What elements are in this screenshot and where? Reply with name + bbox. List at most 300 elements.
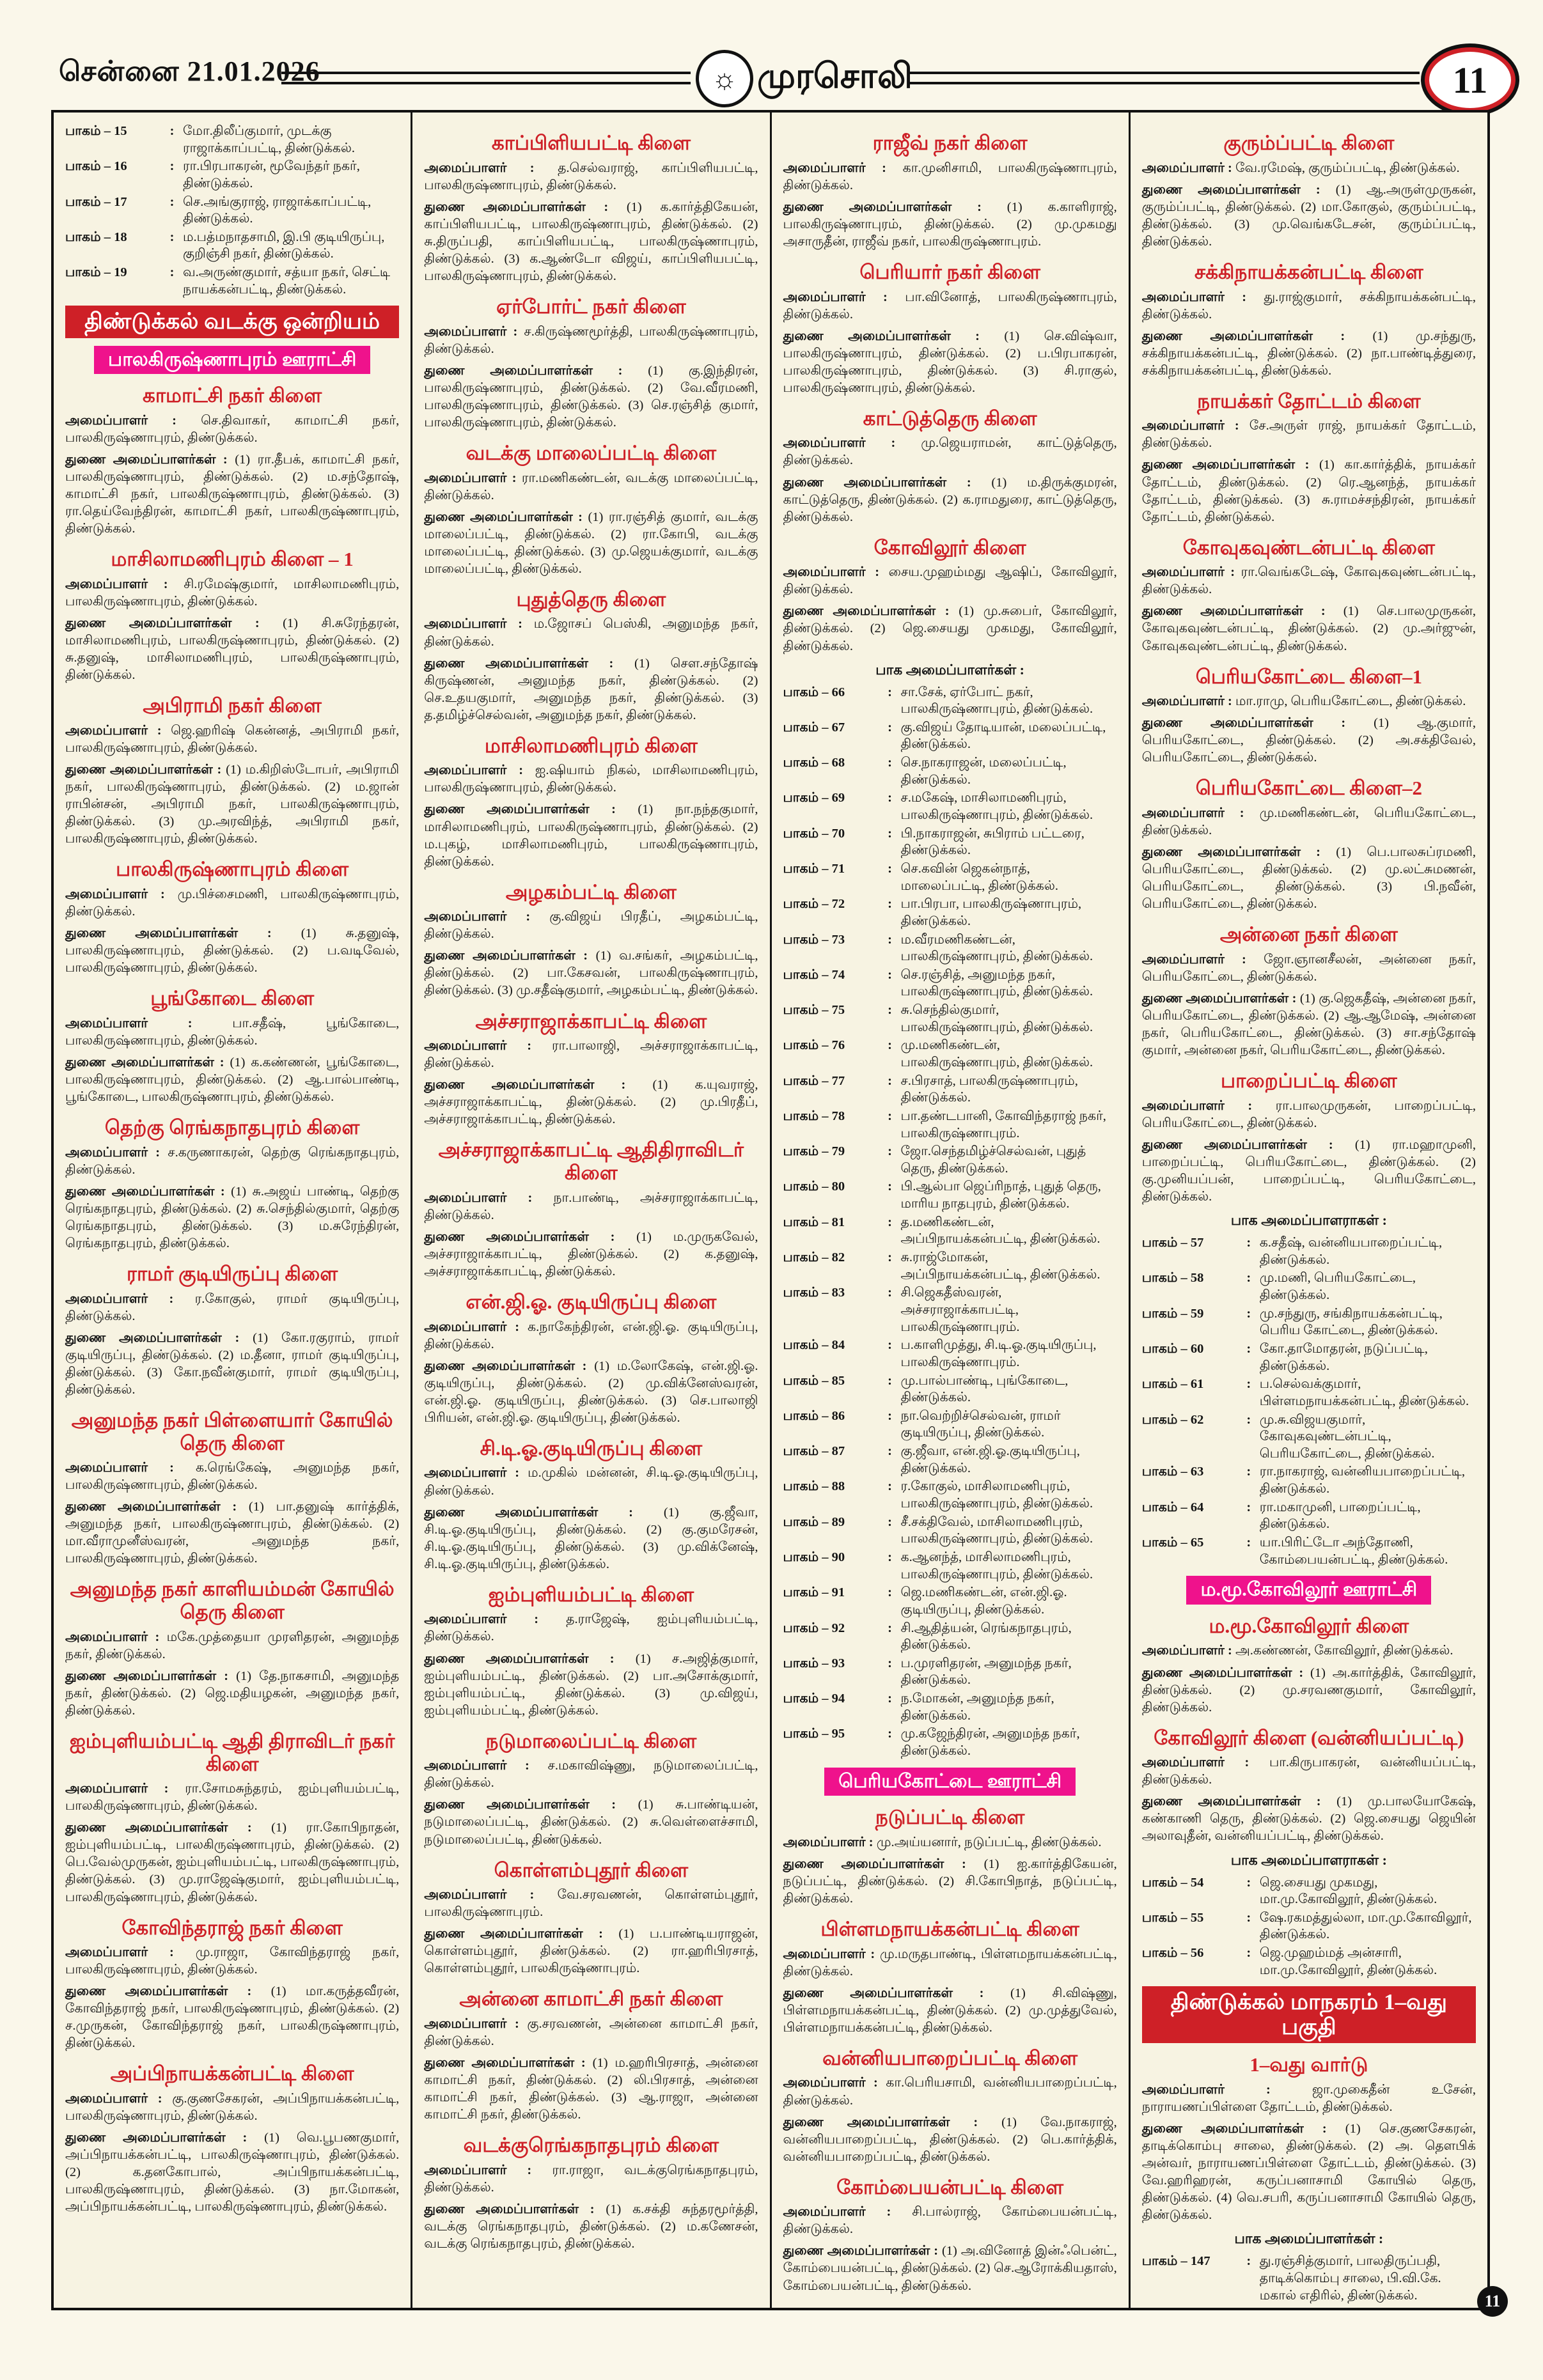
part-colon: : — [888, 1444, 892, 1459]
deputy-organisers-text: (1) கு.ஜெகதீஷ், அன்னை நகர், பெரியகோட்டை, திண்டுக்கல். (2) ஆ.ஆமேஷ், அன்னை நகர், பெரியகோட்டை, திண்டுக்கல். (3) சா.சந்தோஷ் குமார், அன்னை நகர், பெரியகோட்டை, திண்டுக்கல். — [1141, 992, 1476, 1058]
organiser-para — [65, 722, 399, 757]
deputy-organisers-para — [424, 362, 758, 432]
organiser-para — [424, 762, 758, 797]
organiser-para — [424, 470, 758, 504]
part-colon: : — [888, 826, 892, 841]
deputy-organisers-para — [783, 328, 1117, 397]
deputy-organisers-text: (1) மா.கருத்தவீரன், கோவிந்தராஜ் நகர், பாலகிருஷ்ணாபுரம், திண்டுக்கல். (2) ச.முருகன், கோவிந்தராஜ் நகர், பாலகிருஷ்ணாபுரம், திண்டுக்கல். — [65, 1984, 400, 2051]
part-number: பாகம் – 88 — [783, 1479, 845, 1494]
part-number: பாகம் – 147 — [1141, 2254, 1210, 2269]
deputy-organisers-para — [65, 1498, 399, 1567]
deputy-organisers-text: (1) தே.நாகசாமி, அனுமந்த நகர், திண்டுக்கல். (2) ஜெ.மதியழகன், அனுமந்த நகர், திண்டுக்கல். — [65, 1668, 400, 1718]
part-organiser-text: நா.வெற்றிச்செல்வன், ராமர் குடியிருப்பு, திண்டுக்கல். — [900, 1408, 1061, 1440]
organiser-para — [65, 1629, 399, 1663]
part-organisers-subhead: பாக அமைப்பாளர்கள் : — [1234, 2230, 1384, 2247]
union-banner: திண்டுக்கல் மாநகரம் 1–வது பகுதி — [1142, 1986, 1476, 2043]
deputy-organisers-text: (1) ஆ.அருள்முருகன், குரும்ப்பட்டி, திண்டுக்கல். (2) மா.கோகுல், குரும்ப்பட்டி, திண்டுக்கல். (3) மு.வெங்கடேசன், குரும்ப்பட்டி, திண்டுக்கல். — [1141, 182, 1476, 249]
organiser-label: அமைப்பாளர் : — [783, 2076, 886, 2090]
organiser-para — [424, 1886, 758, 1921]
part-organiser-text: கு.விஜய் தோடியான், மலைப்பட்டி, திண்டுக்கல். — [900, 720, 1106, 752]
organiser-para — [424, 1319, 758, 1353]
organiser-text: சைய.முஹம்மது ஆஷிப், கோவிலூர், திண்டுக்கல். — [783, 565, 1117, 597]
deputy-organisers-text: (1) கு.ஜீவா, சி.டி.ஓ.குடியிருப்பு, திண்டுக்கல். (2) கு.குமரேசன், சி.டி.ஓ.குடியிருப்பு, திண்டுக்கல். (3) மு.விக்னேஷ், சி.டி.ஓ.குடியிருப்பு, திண்டுக்கல். — [424, 1505, 758, 1571]
panchayat-banner-wrap — [65, 346, 399, 375]
deputy-organisers-text: (1) க.கார்த்திகேயன், காப்பிளியபட்டி, பாலகிருஷ்ணாபுரம், திண்டுக்கல். (2) சு.திருப்பதி, காப்பிளியபட்டி, பாலகிருஷ்ணாபுரம், திண்டுக்கல். (3) க.ஆண்டோ விஜய், காப்பிளியபட்டி, பாலகிருஷ்ணாபுரம், திண்டுக்கல். — [424, 199, 758, 283]
part-organiser-row — [783, 1214, 1117, 1248]
deputy-organisers-para — [65, 2129, 399, 2216]
organiser-text: ம.ஜோசப் பெஸ்கி, அனுமந்த நகர், திண்டுக்கல். — [424, 617, 758, 649]
organiser-para — [424, 1757, 758, 1792]
deputy-organisers-text: (1) ம.ஹரிபிரசாத், அன்னை காமாட்சி நகர், திண்டுக்கல். (2) லி.பிரசாத், அன்னை காமாட்சி நகர், திண்டுக்கல். (3) ஆ.ராஜா, அன்னை காமாட்சி நகர், திண்டுக்கல். — [424, 2056, 758, 2122]
organiser-text: க.நாகேந்திரன், என்.ஜி.ஓ. குடியிருப்பு, திண்டுக்கல். — [424, 1319, 758, 1351]
organiser-para — [424, 1465, 758, 1499]
branch-heading: அபிராமி நகர் கிளை — [143, 694, 322, 717]
part-number: பாகம் – 90 — [783, 1550, 845, 1564]
organiser-text: ரா.மணிகண்டன், வடக்கு மாலைப்பட்டி, திண்டுக்கல். — [424, 471, 758, 502]
deputy-organisers-text: (1) ம.முருகவேல், அச்சராஜாக்காபட்டி, திண்டுக்கல். (2) க.தனுஷ், அச்சராஜாக்காபட்டி, திண்டுக்கல். — [424, 1229, 758, 1279]
part-organiser-text: ரா.மகாமுனி, பாறைப்பட்டி, திண்டுக்கல். — [1259, 1500, 1421, 1532]
organiser-para — [1142, 951, 1476, 986]
part-colon: : — [169, 124, 175, 138]
organiser-label: அமைப்பாளர் : — [783, 436, 921, 451]
part-organiser-row — [783, 1443, 1117, 1477]
part-colon: : — [169, 159, 175, 174]
deputy-organisers-label: துணை அமைப்பாளர்கள் : — [1141, 716, 1374, 731]
deputy-organisers-para — [424, 2201, 758, 2253]
part-number: பாகம் – 82 — [783, 1250, 845, 1265]
deputy-organisers-para — [65, 1330, 399, 1399]
part-organiser-text: ரா.நாகராஜ், வன்னியபாறைப்பட்டி, திண்டுக்கல். — [1259, 1465, 1465, 1497]
part-organiser-row — [783, 1408, 1117, 1442]
part-organiser-row — [783, 896, 1117, 929]
part-number: பாகம் – 87 — [783, 1444, 845, 1459]
part-number: பாகம் – 75 — [783, 1003, 845, 1018]
deputy-organisers-label: துணை அமைப்பாளர்கள் : — [783, 2115, 1002, 2129]
organiser-para — [1142, 1098, 1476, 1132]
deputy-organisers-para — [1142, 2120, 1476, 2224]
deputy-organisers-text: (1) பா.தனுஷ் கார்த்திக், அனுமந்த நகர், பாலகிருஷ்ணாபுரம், திண்டுக்கல். (2) மா.வீராமுனீஸ்வரன், அனுமந்த நகர், பாலகிருஷ்ணாபுரம், திண்டுக்கல். — [65, 1500, 400, 1566]
part-organiser-text: யா.பிரிட்டோ அந்தோணி, கோம்பையன்பட்டி, திண்டுக்கல். — [1259, 1536, 1448, 1567]
deputy-organisers-text: (1) ம.லோகேஷ், என்.ஜி.ஓ. குடியிருப்பு, திண்டுக்கல். (2) மு.விக்னேஸ்வரன், என்.ஜி.ஓ. குடியிருப்பு, திண்டுக்கல். (3) செ.பாலாஜி பிரியன், என்.ஜி.ஓ. குடியிருப்பு, திண்டுக்கல். — [424, 1358, 758, 1425]
organiser-text: மா.ராமு, பெரியகோட்டை, திண்டுக்கல். — [1235, 694, 1466, 709]
organiser-text: மு.மருதபாண்டி, பிள்ளமநாயக்கன்பட்டி, திண்டுக்கல். — [783, 1947, 1117, 1979]
organiser-text: ரா.சோமசுந்தரம், ஐம்புளியம்பட்டி, பாலகிருஷ்ணாபுரம், திண்டுக்கல். — [65, 1782, 400, 1814]
deputy-organisers-text: (1) மு.பாலயோகேஷ், கண்காணி தெரு, திண்டுக்கல். (2) ஜெ.சையது ஜெயின் அலாவுதீன், வன்னியப்பட்டி, திண்டுக்கல். — [1141, 1794, 1476, 1844]
deputy-organisers-label: துணை அமைப்பாளர்கள் : — [424, 1651, 636, 1666]
deputy-organisers-text: (1) சௌ.சந்தோஷ் கிருஷ்ணன், அனுமந்த நகர், திண்டுக்கல். (2) செ.உதயகுமார், அனுமந்த நகர், திண்டுக்கல். (3) த.தமிழ்ச்செல்வன், அனுமந்த நகர், திண்டுக்கல். — [424, 656, 758, 722]
part-colon: : — [888, 1179, 892, 1194]
part-organiser-row — [783, 1073, 1117, 1107]
branch-heading: ராஜீவ் நகர் கிளை — [872, 132, 1028, 154]
organiser-text: ஐ.ஷியாம் நிகல், மாசிலாமணிபுரம், பாலகிருஷ்ணாபுரம், திண்டுக்கல். — [424, 763, 758, 795]
part-organiser-text: சி.ஆதித்யன், ரெங்கநாதபுரம், திண்டுக்கல். — [900, 1621, 1072, 1653]
organiser-para — [424, 2162, 758, 2197]
branch-heading: ஐம்புளியம்பட்டி ஆதி திராவிடர் நகர் கிளை — [69, 1729, 395, 1775]
deputy-organisers-label: துணை அமைப்பாளர்கள் : — [424, 1798, 638, 1812]
part-organiser-text: ம.பத்மநாதசாமி, இ.பி குடியிருப்பு, குறிஞ்சி நகர், திண்டுக்கல். — [183, 229, 385, 261]
part-colon: : — [1246, 1536, 1251, 1550]
branch-heading: அனுமந்த நகர் பிள்ளையார் கோயில் தெரு கிளை — [71, 1408, 393, 1454]
part-organiser-row — [783, 825, 1117, 859]
branch-heading: மாசிலாமணிபுரம் கிளை — [484, 734, 698, 757]
deputy-organisers-para — [1142, 328, 1476, 380]
part-colon: : — [1246, 1271, 1251, 1286]
header-rule-right — [908, 72, 1420, 84]
part-colon: : — [888, 1038, 892, 1053]
deputy-organisers-label: துணை அமைப்பாளர்கள் : — [424, 2056, 593, 2071]
branch-heading: அச்சராஜாக்காபட்டி ஆதிதிராவிடர் கிளை — [438, 1139, 744, 1185]
organiser-text: மகே.முத்தையா முரளிதரன், அனுமந்த நகர், திண்டுக்கல். — [65, 1629, 400, 1661]
part-colon: : — [888, 1550, 892, 1564]
organiser-label: அமைப்பாளர் : — [65, 723, 171, 738]
part-number: பாகம் – 60 — [1141, 1341, 1204, 1356]
deputy-organisers-text: (1) சி.சுரேந்தரன், மாசிலாமணிபுரம், பாலகிருஷ்ணாபுரம், திண்டுக்கல். (2) சு.தனுஷ், மாசிலாமணிபுரம், பாலகிருஷ்ணாபுரம், திண்டுக்கல். — [65, 616, 400, 683]
part-organiser-text: ச.பிரசாத், பாலகிருஷ்ணாபுரம், திண்டுக்கல். — [900, 1073, 1078, 1105]
organiser-para — [783, 289, 1117, 323]
part-number: பாகம் – 69 — [783, 791, 845, 805]
branch-heading: புதுத்தெரு கிளை — [516, 587, 666, 611]
organiser-text: ரா.ராஜா, வடக்குரெங்கநாதபுரம், திண்டுக்கல். — [424, 2163, 758, 2195]
organiser-text: ச.மகாவிஷ்ணு, நடுமாலைப்பட்டி, திண்டுக்கல். — [424, 1759, 758, 1791]
branch-heading: பெரியகோட்டை கிளை–1 — [1195, 665, 1422, 688]
organiser-text: வே.சரவணன், கொள்ளம்புதூர், பாலகிருஷ்ணாபுரம். — [424, 1888, 758, 1920]
part-colon: : — [888, 685, 892, 699]
deputy-organisers-label: துணை அமைப்பாளர்கள் : — [1141, 1137, 1355, 1152]
deputy-organisers-para — [65, 1819, 399, 1906]
part-organiser-row — [65, 264, 399, 298]
masthead-title: முரசொலி — [757, 57, 912, 95]
part-organiser-row — [783, 719, 1117, 753]
union-banner: திண்டுக்கல் வடக்கு ஒன்றியம் — [65, 306, 399, 338]
organiser-text: பா.சதீஷ், பூங்கோடை, பாலகிருஷ்ணாபுரம், திண்டுக்கல். — [65, 1016, 400, 1048]
deputy-organisers-text: (1) க.காளிராஜ், பாலகிருஷ்ணாபுரம், திண்டுக்கல். (2) மு.முகமது அசாருதீன், ராஜீவ் நகர், பாலகிருஷ்ணாபுரம். — [783, 199, 1117, 249]
part-number: பாகம் – 65 — [1141, 1536, 1204, 1550]
branch-heading: மாசிலாமணிபுரம் கிளை – 1 — [111, 548, 354, 571]
deputy-organisers-text: (1) க.கண்ணன், பூங்கோடை, பாலகிருஷ்ணாபுரம், திண்டுக்கல். (2) ஆ.பால்பாண்டி, பூங்கோடை, பாலகிருஷ்ணாபுரம், திண்டுக்கல். — [65, 1055, 400, 1104]
deputy-organisers-para — [424, 509, 758, 578]
organiser-text: கு.குணசேகரன், அப்பிநாயக்கன்பட்டி, பாலகிருஷ்ணாபுரம், திண்டுக்கல். — [65, 2092, 400, 2124]
organiser-label: அமைப்பாளர் : — [424, 1612, 567, 1627]
column-4 — [1129, 113, 1487, 2308]
part-colon: : — [888, 1250, 892, 1265]
deputy-organisers-text: (1) ஆ.குமார், பெரியகோட்டை, திண்டுக்கல். (2) அ.சக்திவேல், பெரியகோட்டை, திண்டுக்கல். — [1141, 716, 1476, 765]
deputy-organisers-para — [1142, 1665, 1476, 1716]
part-organisers-subhead: பாக அமைப்பாளர்கள் : — [875, 661, 1024, 678]
part-organiser-row — [783, 684, 1117, 718]
edition-city-date: சென்னை 21.01.2026 — [59, 56, 320, 87]
part-number: பாகம் – 79 — [783, 1144, 845, 1159]
organiser-para — [424, 160, 758, 194]
part-number: பாகம் – 56 — [1141, 1946, 1204, 1961]
part-number: பாகம் – 77 — [783, 1073, 845, 1088]
branch-heading: பாலகிருஷ்ணாபுரம் கிளை — [116, 858, 349, 881]
part-number: பாகம் – 83 — [783, 1286, 845, 1300]
organiser-para — [424, 2016, 758, 2050]
part-organiser-text: ஜெ.முஹம்மத் அன்சாரி, மா.மு.கோவிலூர், திண்டுக்கல். — [1259, 1946, 1437, 1977]
part-organiser-row — [783, 1549, 1117, 1583]
organiser-text: கா.பெரியசாமி, வன்னியபாறைப்பட்டி, திண்டுக்கல். — [783, 2076, 1117, 2108]
deputy-organisers-label: துணை அமைப்பாளர்கள் : — [1141, 458, 1319, 472]
organiser-label: அமைப்பாளர் : — [783, 160, 903, 175]
organiser-label: அமைப்பாளர் : — [1141, 2083, 1312, 2097]
part-colon: : — [888, 1621, 892, 1635]
organiser-para — [783, 2074, 1117, 2109]
part-organiser-text: ந.மோகன், அனுமந்த நகர், திண்டுக்கல். — [900, 1692, 1054, 1723]
page-header — [0, 0, 1543, 110]
part-organiser-text: சு.ராஜ்மோகன், அப்பிநாயக்கன்பட்டி, திண்டுக்கல். — [900, 1250, 1100, 1282]
deputy-organisers-label: துணை அமைப்பாளர்கள் : — [65, 1821, 272, 1835]
part-organiser-row — [783, 789, 1117, 823]
organiser-para — [65, 1144, 399, 1179]
part-organiser-row — [783, 1284, 1117, 1335]
deputy-organisers-text: (1) நா.நந்தகுமார், மாசிலாமணிபுரம், பாலகிருஷ்ணாபுரம், திண்டுக்கல். (2) ம.புகழ், மாசிலாமணிபுரம், பாலகிருஷ்ணாபுரம், திண்டுக்கல். — [424, 802, 758, 869]
organiser-label: அமைப்பாளர் : — [65, 1291, 195, 1306]
part-organiser-text: ம.வீரமணிகண்டன், பாலகிருஷ்ணாபுரம், திண்டுக்கல். — [900, 932, 1093, 964]
organiser-label: அமைப்பாளர் : — [65, 1461, 196, 1475]
part-number: பாகம் – 64 — [1141, 1500, 1204, 1514]
part-organiser-row — [783, 1725, 1117, 1759]
part-organiser-row — [783, 1108, 1117, 1142]
part-organiser-text: ஷே.ரகமத்துல்லா, மா.மு.கோவிலூர், திண்டுக்கல். — [1259, 1910, 1472, 1942]
part-organiser-text: வ.அருண்குமார், சத்யா நகர், செட்டி நாயக்கன்பட்டி, திண்டுக்கல். — [183, 265, 391, 297]
deputy-organisers-text: (1) வ.சங்கர், அழகம்பட்டி, திண்டுக்கல். (2) பா.கேசவன், பாலகிருஷ்ணாபுரம், திண்டுக்கல். (3) மு.சதீஷ்குமார், அழகம்பட்டி, திண்டுக்கல். — [424, 949, 758, 998]
deputy-organisers-para — [424, 1796, 758, 1848]
part-organiser-row — [1142, 1412, 1476, 1463]
branch-heading: என்.ஜி.ஓ. குடியிருப்பு கிளை — [466, 1290, 717, 1313]
part-number: பாகம் – 61 — [1141, 1377, 1204, 1392]
deputy-organisers-para — [1142, 603, 1476, 655]
part-organiser-text: மு.கஜேந்திரன், அனுமந்த நகர், திண்டுக்கல். — [900, 1727, 1080, 1758]
organiser-para — [783, 2204, 1117, 2238]
part-colon: : — [888, 897, 892, 912]
part-colon: : — [888, 1692, 892, 1706]
page-number-bottom: 11 — [1477, 2286, 1508, 2317]
part-organiser-row — [783, 1143, 1117, 1177]
deputy-organisers-label: துணை அமைப்பாளர்கள் : — [783, 2244, 942, 2259]
deputy-organisers-text: (1) சு.அஜய் பாண்டி, தெற்கு ரெங்கநாதபுரம், திண்டுக்கல். (2) சு.செந்தில்குமார், தெற்கு ரெங்கநாதபுரம், திண்டுக்கல். (3) ம.சுரேந்திரன், ரெங்கநாதபுரம், திண்டுக்கல். — [65, 1184, 400, 1250]
part-colon: : — [888, 1338, 892, 1353]
deputy-organisers-label: துணை அமைப்பாளர்கள் : — [65, 1500, 249, 1514]
part-organiser-row — [65, 194, 399, 228]
column-1 — [54, 113, 411, 2308]
deputy-organisers-label: துணை அமைப்பாளர்கள் : — [424, 1505, 664, 1520]
branch-heading: ராமர் குடியிருப்பு கிளை — [126, 1262, 338, 1285]
part-organiser-text: ர.கோகுல், மாசிலாமணிபுரம், பாலகிருஷ்ணாபுரம், திண்டுக்கல். — [900, 1479, 1093, 1511]
part-number: பாகம் – 59 — [1141, 1306, 1204, 1321]
branch-heading: தெற்கு ரெங்கநாதபுரம் கிளை — [104, 1116, 360, 1139]
part-colon: : — [888, 1108, 892, 1123]
page-number-top: 11 — [1425, 47, 1516, 113]
branch-heading: பூங்கோடை கிளை — [150, 987, 315, 1010]
organiser-text: ஜெ.ஹரிஷ் கென்னத், அபிராமி நகர், பாலகிருஷ்ணாபுரம், திண்டுக்கல். — [65, 723, 400, 755]
organiser-label: அமைப்பாளர் : — [1141, 160, 1235, 175]
part-colon: : — [169, 194, 175, 209]
deputy-organisers-para — [1142, 182, 1476, 251]
part-organiser-row — [65, 229, 399, 263]
part-number: பாகம் – 81 — [783, 1215, 845, 1229]
organiser-label: அமைப்பாளர் : — [65, 1145, 168, 1160]
deputy-organisers-para — [65, 1054, 399, 1106]
part-organisers-subhead: பாக அமைப்பாளராகள் : — [1230, 1851, 1387, 1868]
organiser-para — [65, 2090, 399, 2125]
deputy-organisers-para — [1142, 844, 1476, 913]
organiser-label: அமைப்பாளர் : — [65, 414, 201, 428]
deputy-organisers-para — [424, 947, 758, 999]
organiser-text: சி.ரமேஷ்குமார், மாசிலாமணிபுரம், பாலகிருஷ்ணாபுரம், திண்டுக்கல். — [65, 577, 400, 609]
deputy-organisers-para — [783, 199, 1117, 251]
branch-heading: பாறைப்பட்டி கிளை — [1221, 1069, 1397, 1093]
deputy-organisers-para — [1142, 456, 1476, 525]
part-number: பாகம் – 85 — [783, 1373, 845, 1388]
part-number: பாகம் – 89 — [783, 1514, 845, 1529]
content-frame — [51, 110, 1490, 2310]
part-colon: : — [888, 1479, 892, 1494]
organiser-para — [1142, 693, 1476, 710]
deputy-organisers-label: துணை அமைப்பாளர்கள் : — [1141, 182, 1336, 197]
organiser-para — [65, 1780, 399, 1815]
organiser-para — [783, 160, 1117, 194]
part-organiser-text: கோ.தாமோதரன், நடுப்பட்டி, திண்டுக்கல். — [1259, 1341, 1428, 1373]
organiser-para — [65, 886, 399, 921]
deputy-organisers-text: (1) மு.சந்துரு, சக்கிநாயக்கன்பட்டி, திண்டுக்கல். (2) நா.பாண்டித்துரை, சக்கிநாயக்கன்பட்டி, திண்டுக்கல். — [1141, 329, 1476, 378]
deputy-organisers-label: துணை அமைப்பாளர்கள் : — [65, 926, 301, 940]
part-organiser-row — [783, 931, 1117, 965]
organiser-label: அமைப்பாளர் : — [424, 160, 558, 175]
deputy-organisers-label: துணை அமைப்பாளர்கள் : — [783, 475, 992, 490]
organiser-para — [783, 1946, 1117, 1980]
deputy-organisers-para — [65, 1668, 399, 1720]
deputy-organisers-text: (1) ரா.கோபிநாதன், ஐம்புளியம்பட்டி, பாலகிருஷ்ணாபுரம், திண்டுக்கல். (2) பெ.வேல்முருகன், ஐம்புளியம்பட்டி, பாலகிருஷ்ணாபுரம், திண்டுக்கல். (3) மு.ராஜேஷ்குமார், ஐம்புளியம்பட்டி, பாலகிருஷ்ணாபுரம், திண்டுக்கல். — [65, 1821, 400, 1904]
organiser-text: கு.விஜய் பிரதீப், அழகம்பட்டி, திண்டுக்கல். — [424, 910, 758, 942]
part-organiser-row — [783, 1037, 1117, 1071]
part-organiser-text: ஜெ.மணிகண்டன், என்.ஜி.ஓ. குடியிருப்பு, திண்டுக்கல். — [900, 1585, 1067, 1617]
deputy-organisers-text: (1) அ.வினோத் இன்ஃபென்ட், கோம்பையன்பட்டி, திண்டுக்கல். (2) செ.ஆரோக்கியதாஸ், கோம்பையன்பட்டி, திண்டுக்கல். — [783, 2244, 1117, 2293]
part-number: பாகம் – 54 — [1141, 1875, 1204, 1890]
part-colon: : — [888, 1073, 892, 1088]
part-number: பாகம் – 62 — [1141, 1412, 1204, 1427]
part-number: பாகம் – 19 — [65, 265, 127, 280]
part-organiser-text: ச.மகேஷ், மாசிலாமணிபுரம், பாலகிருஷ்ணாபுரம், திண்டுக்கல். — [900, 791, 1093, 823]
part-organiser-text: பி.நாகராஜன், சுபிராம் பட்டரை, திண்டுக்கல். — [900, 826, 1085, 858]
organiser-label: அமைப்பாளர் : — [65, 887, 178, 901]
header-rule-left — [281, 72, 691, 84]
organiser-label: அமைப்பாளர் : — [424, 471, 522, 485]
organiser-text: ச.கிருஷ்ணமூர்த்தி, பாலகிருஷ்ணாபுரம், திண்டுக்கல். — [424, 324, 758, 356]
part-number: பாகம் – 55 — [1141, 1910, 1204, 1925]
part-organiser-text: து.ரஞ்சித்குமார், பாலதிருப்பதி, தாடிக்கொம்பு சாலை, பி.வி.கே. மகால் எதிரில், திண்டுக்கல். — [1259, 2254, 1441, 2303]
part-colon: : — [1246, 1500, 1251, 1514]
organiser-text: மு.அய்யனார், நடுப்பட்டி, திண்டுக்கல். — [876, 1835, 1102, 1849]
deputy-organisers-para — [783, 2243, 1117, 2294]
deputy-organisers-text: (1) சு.பாண்டியன், நடுமாலைப்பட்டி, திண்டுக்கல். (2) சு.வெள்ளைச்சாமி, நடுமாலைப்பட்டி, திண்டுக்கல். — [424, 1798, 758, 1847]
branch-heading: அன்னை நகர் கிளை — [1219, 923, 1398, 946]
deputy-organisers-text: (1) கா.கார்த்திக், நாயக்கர் தோட்டம், திண்டுக்கல். (2) ரெ.ஆனந்த், நாயக்கர் தோட்டம், திண்டுக்கல். (3) சு.ராமச்சந்திரன், நாயக்கர் தோட்டம், திண்டுக்கல். — [1141, 458, 1476, 524]
deputy-organisers-label: துணை அமைப்பாளர்கள் : — [424, 656, 634, 671]
part-colon: : — [1246, 1236, 1251, 1250]
deputy-organisers-para — [1142, 1137, 1476, 1206]
deputy-organisers-text: (1) ப.பாண்டியராஜன், கொள்ளம்புதூர், திண்டுக்கல். (2) ரா.ஹரிபிரசாத், கொள்ளம்புதூர், பாலகிருஷ்ணாபுரம். — [424, 1927, 758, 1976]
organiser-label: அமைப்பாளர் : — [1141, 694, 1235, 709]
part-colon: : — [1246, 1946, 1251, 1961]
part-number: பாகம் – 94 — [783, 1692, 845, 1706]
deputy-organisers-para — [424, 1925, 758, 1977]
organiser-para — [1142, 160, 1476, 177]
part-organiser-text: செ.கவின் ஜெகன்நாத், மாலைப்பட்டி, திண்டுக்கல். — [900, 861, 1059, 893]
deputy-organisers-para — [65, 925, 399, 977]
deputy-organisers-label: துணை அமைப்பாளர்கள் : — [65, 1668, 237, 1683]
part-colon: : — [888, 1373, 892, 1388]
part-organiser-row — [1142, 1909, 1476, 1943]
part-organiser-text: ஜோ.செந்தமிழ்ச்செல்வன், புதுத் தெரு, திண்டுக்கல். — [900, 1144, 1086, 1176]
deputy-organisers-label: துணை அமைப்பாளர்கள் : — [783, 1986, 1010, 2000]
deputy-organisers-para — [424, 1229, 758, 1280]
deputy-organisers-text: (1) பெ.பாலசுப்ரமணி, பெரியகோட்டை, திண்டுக்கல். (2) மு.லட்சுமணன், பெரியகோட்டை, திண்டுக்கல். (3) பி.நவீன், பெரியகோட்டை, திண்டுக்கல். — [1141, 845, 1476, 912]
deputy-organisers-label: துணை அமைப்பாளர்கள் : — [424, 2202, 606, 2217]
organiser-para — [424, 1190, 758, 1224]
branch-heading: நடுமாலைப்பட்டி கிளை — [485, 1729, 697, 1752]
deputy-organisers-label: துணை அமைப்பாளர்கள் : — [65, 1184, 231, 1199]
organiser-text: ம.முகில் மன்னன், சி.டி.ஓ.குடியிருப்பு, திண்டுக்கல். — [424, 1466, 758, 1498]
deputy-organisers-para — [1142, 715, 1476, 766]
organiser-text: ர.கோகுல், ராமர் குடியிருப்பு, திண்டுக்கல். — [65, 1291, 400, 1323]
part-number: பாகம் – 16 — [65, 159, 127, 174]
deputy-organisers-label: துணை அமைப்பாளர்கள் : — [1141, 992, 1300, 1006]
part-organiser-row — [783, 1002, 1117, 1036]
deputy-organisers-para — [783, 1985, 1117, 2037]
part-organiser-row — [1142, 1945, 1476, 1979]
panchayat-banner: பாலகிருஷ்ணாபுரம் ஊராட்சி — [94, 346, 370, 375]
deputy-organisers-text: (1) க.சக்தி சுந்தரமூர்த்தி, வடக்கு ரெங்கநாதபுரம், திண்டுக்கல். (2) ம.கணேசன், வடக்கு ரெங்கநாதபுரம், திண்டுக்கல். — [424, 2202, 758, 2252]
organiser-label: அமைப்பாளர் : — [424, 1888, 558, 1902]
branch-heading: அன்னை காமாட்சி நகர் கிளை — [459, 1987, 723, 2011]
branch-heading: காட்டுத்தெரு கிளை — [863, 407, 1037, 430]
deputy-organisers-para — [65, 1183, 399, 1252]
organiser-label: அமைப்பாளர் : — [1141, 1098, 1276, 1113]
part-organiser-row — [783, 1620, 1117, 1654]
column-2 — [411, 113, 769, 2308]
branch-heading: கோவுகவுண்டன்பட்டி கிளை — [1182, 536, 1435, 559]
part-number: பாகம் – 84 — [783, 1338, 845, 1353]
branch-heading: 1–வது வார்டு — [1249, 2053, 1368, 2076]
organiser-text: ரா.பாலாஜி, அச்சராஜாக்காபட்டி, திண்டுக்கல். — [424, 1039, 758, 1071]
branch-heading: கொள்ளம்புதூர் கிளை — [494, 1858, 689, 1881]
deputy-organisers-text: (1) வெ.பூபணகுமார், அப்பிநாயக்கன்பட்டி, பாலகிருஷ்ணாபுரம், திண்டுக்கல். (2) க.தனகோபால், அப்பிநாயக்கன்பட்டி, பாலகிருஷ்ணாபுரம், திண்டுக்கல். (3) நா.மோகன், அப்பிநாயக்கன்பட்டி, பாலகிருஷ்ணாபுரம், திண்டுக்கல். — [65, 2131, 400, 2214]
organiser-para — [1142, 289, 1476, 323]
deputy-organisers-label: துணை அமைப்பாளர்கள் : — [424, 802, 638, 817]
part-colon: : — [1246, 1341, 1251, 1356]
deputy-organisers-label: துணை அமைப்பாளர்கள் : — [1141, 329, 1373, 343]
organiser-text: ரா.பாலமுருகன், பாறைப்பட்டி, பெரியகோட்டை, திண்டுக்கல். — [1141, 1098, 1476, 1130]
part-colon: : — [888, 967, 892, 982]
part-organiser-row — [1142, 2253, 1476, 2304]
deputy-organisers-text: (1) ரா.ரஞ்சித் குமார், வடக்கு மாலைப்பட்டி, திண்டுக்கல். (2) ரா.கோபி, வடக்கு மாலைப்பட்டி, திண்டுக்கல். (3) மு.ஜெயக்குமார், வடக்கு மாலைப்பட்டி, திண்டுக்கல். — [424, 509, 758, 576]
part-organiser-row — [783, 754, 1117, 788]
organiser-label: அமைப்பாளர் : — [1141, 806, 1260, 821]
part-number: பாகம் – 92 — [783, 1621, 845, 1635]
part-colon: : — [888, 1144, 892, 1159]
organiser-para — [424, 616, 758, 650]
deputy-organisers-text: (1) மு.சுபைர், கோவிலூர், திண்டுக்கல். (2) ஜெ.சையது முகமது, கோவிலூர், திண்டுக்கல். — [783, 604, 1117, 653]
organiser-text: சி.பால்ராஜ், கோம்பையன்பட்டி, திண்டுக்கல். — [783, 2205, 1117, 2237]
organiser-label: அமைப்பாளர் : — [424, 617, 534, 632]
deputy-organisers-para — [65, 761, 399, 848]
deputy-organisers-label: துணை அமைப்பாளர்கள் : — [1141, 604, 1343, 619]
part-organiser-text: பா.பிரபா, பாலகிருஷ்ணாபுரம், திண்டுக்கல். — [900, 897, 1082, 928]
deputy-organisers-label: துணை அமைப்பாளர்கள் : — [1141, 1794, 1337, 1809]
part-number: பாகம் – 86 — [783, 1408, 845, 1423]
organiser-para — [65, 1291, 399, 1325]
organiser-para — [1142, 805, 1476, 839]
